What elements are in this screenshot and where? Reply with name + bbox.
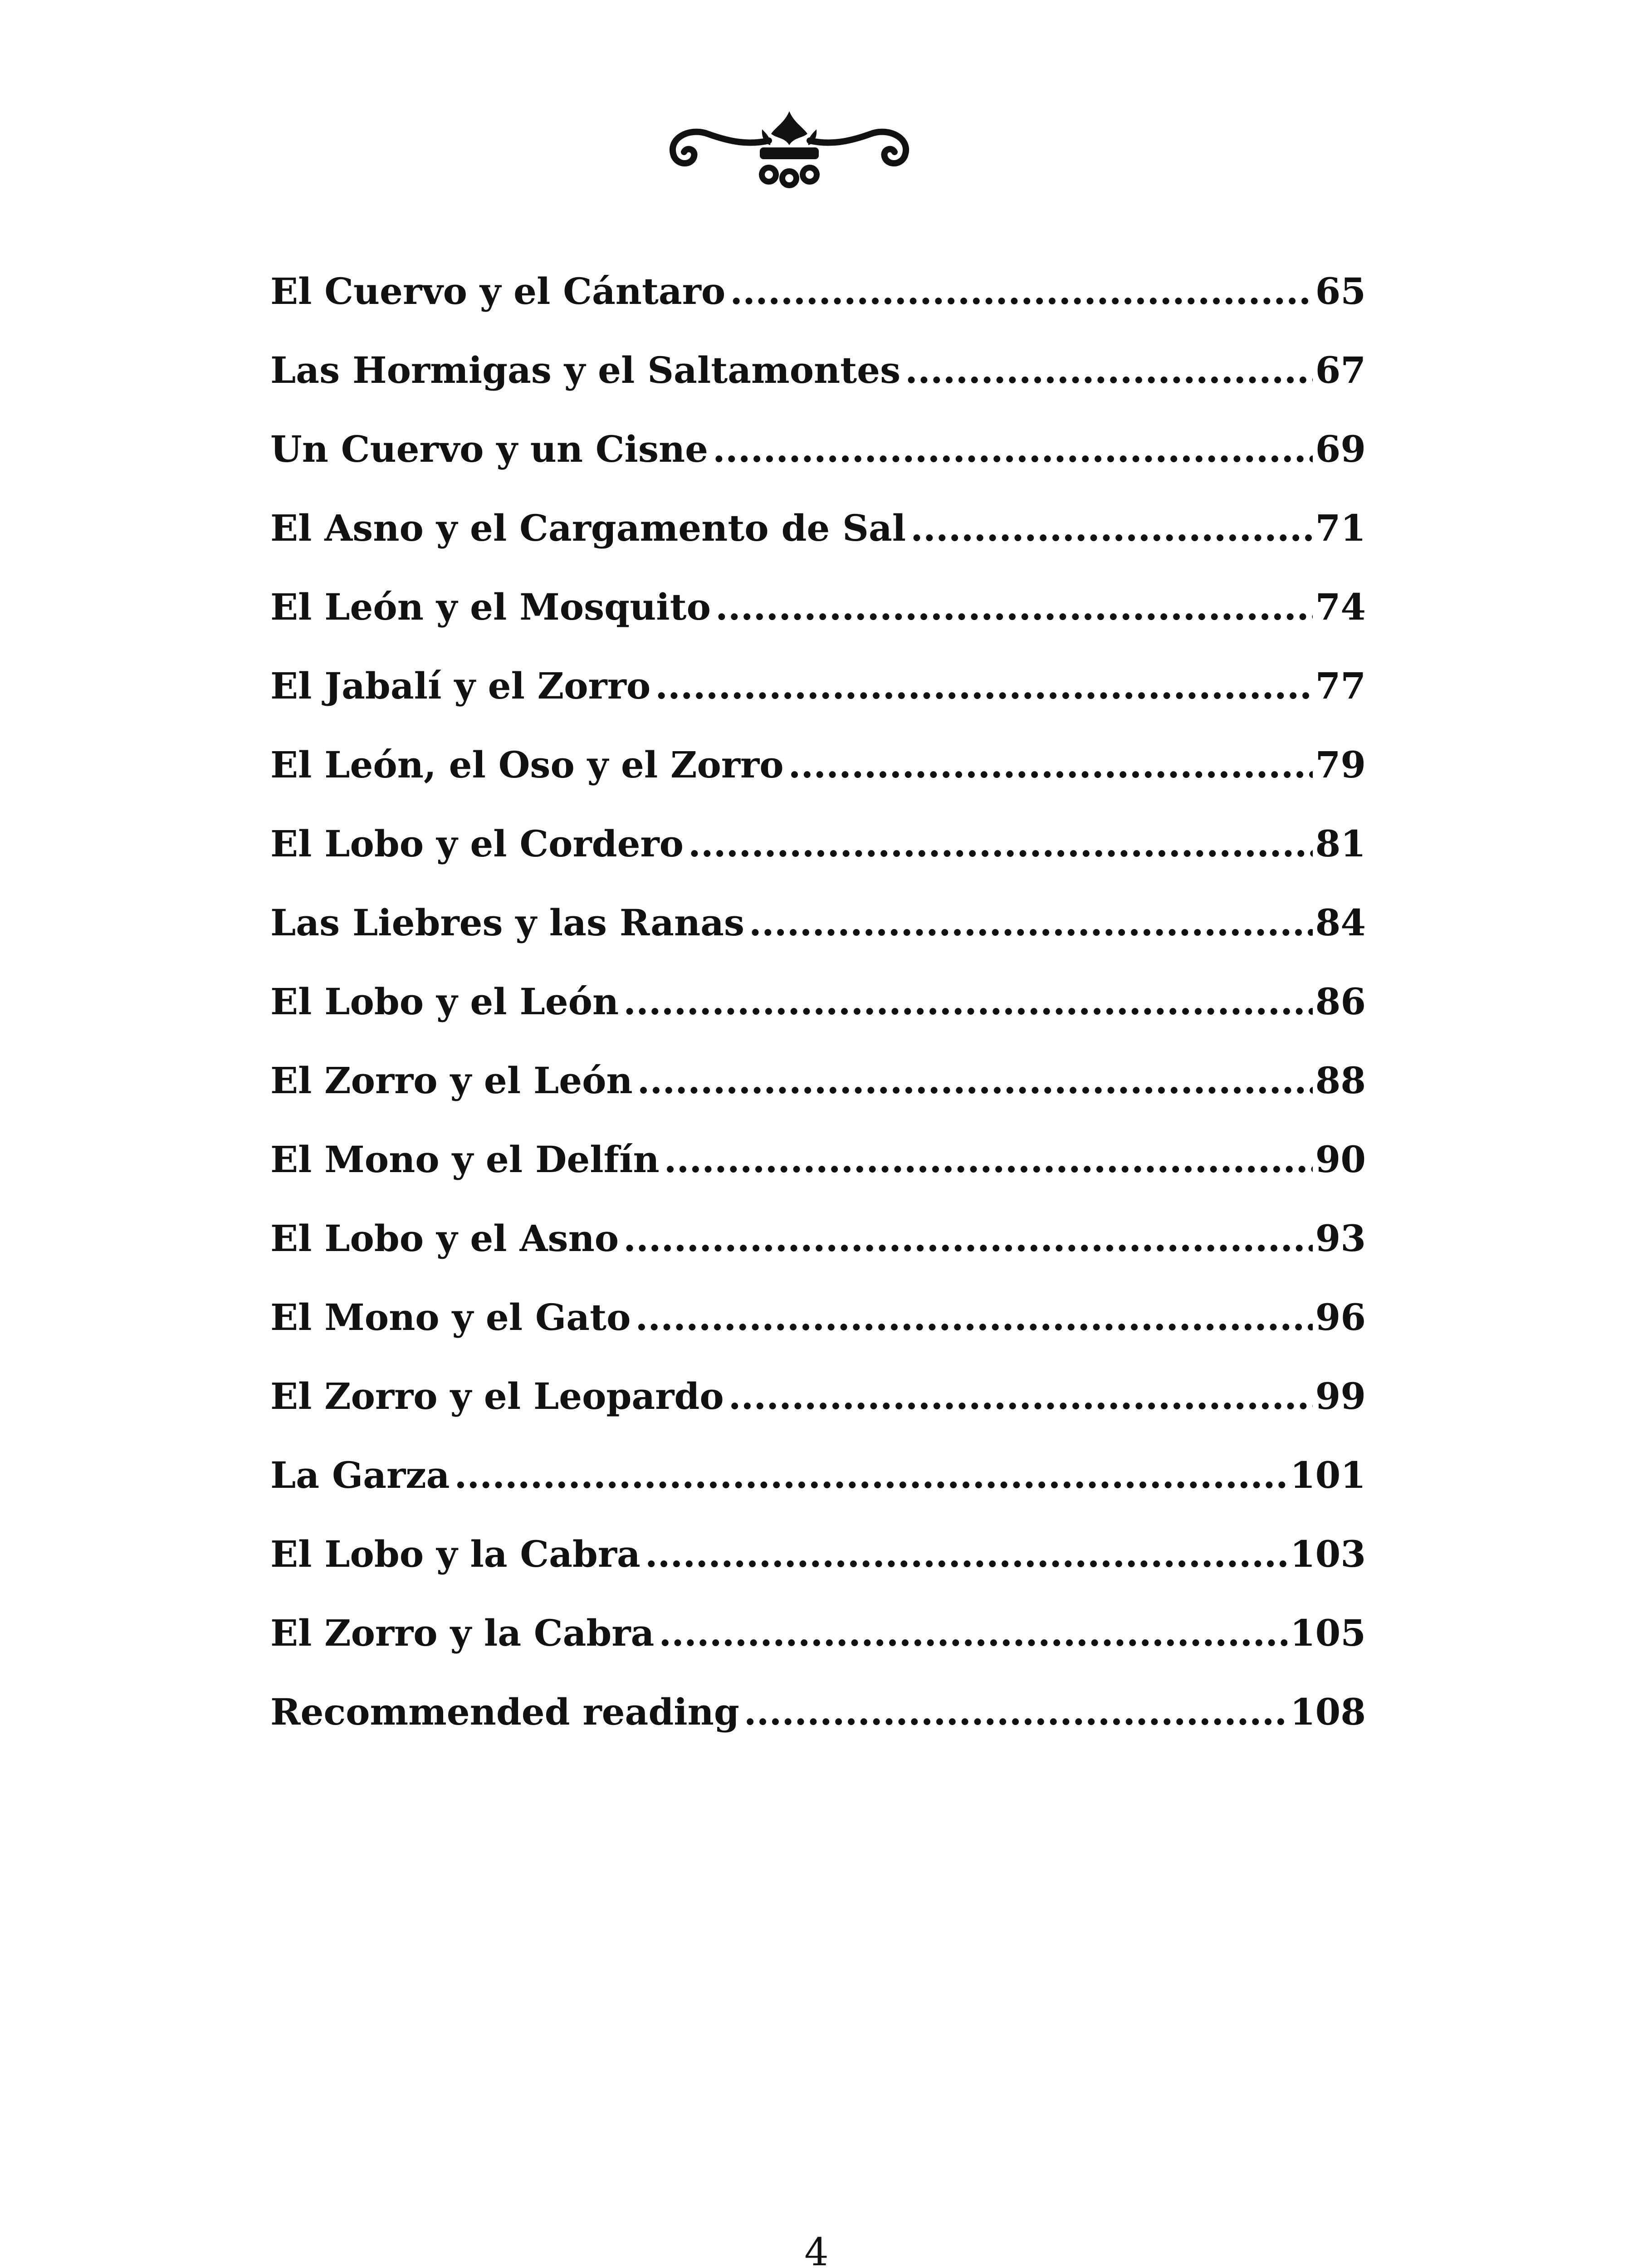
toc-dot-leader xyxy=(659,1606,1287,1660)
toc-dot-leader xyxy=(713,422,1313,476)
toc-entry[interactable] xyxy=(270,1290,1366,1344)
toc-dot-leader xyxy=(635,1290,1312,1344)
toc-entry-page: 90 xyxy=(1315,1138,1366,1181)
toc-entry-title: El Zorro y el Leopardo xyxy=(270,1375,724,1418)
toc-entry-page: 101 xyxy=(1290,1454,1366,1496)
toc-entry-page: 77 xyxy=(1315,665,1366,707)
toc-entry[interactable] xyxy=(270,1369,1366,1423)
toc-entry[interactable] xyxy=(270,1448,1366,1502)
toc-entry[interactable] xyxy=(270,1211,1366,1266)
toc-entry[interactable] xyxy=(270,816,1366,871)
toc-entry-page: 108 xyxy=(1290,1691,1366,1733)
toc-entry-title: El Mono y el Gato xyxy=(270,1296,631,1339)
toc-dot-leader xyxy=(623,1211,1313,1266)
toc-entry-page: 65 xyxy=(1315,270,1366,313)
toc-entry-title: El Lobo y el Cordero xyxy=(270,822,684,865)
toc-dot-leader xyxy=(645,1527,1287,1581)
toc-entry-page: 99 xyxy=(1315,1375,1366,1418)
toc-entry-title: Recommended reading xyxy=(270,1691,739,1733)
toc-dot-leader xyxy=(905,343,1313,397)
toc-entry[interactable] xyxy=(270,738,1366,792)
toc-entry[interactable] xyxy=(270,1527,1366,1581)
toc-entry-page: 86 xyxy=(1315,980,1366,1023)
toc-entry-title: Las Hormigas y el Saltamontes xyxy=(270,349,901,391)
toc-entry-title: Las Liebres y las Ranas xyxy=(270,901,745,944)
toc-entry-page: 67 xyxy=(1315,349,1366,391)
toc-dot-leader xyxy=(715,580,1313,634)
toc-entry[interactable] xyxy=(270,895,1366,950)
page-number: 4 xyxy=(804,2230,829,2268)
toc-dot-leader xyxy=(744,1685,1287,1739)
toc-entry-title: El Lobo y el León xyxy=(270,980,619,1023)
toc-entry-page: 81 xyxy=(1315,822,1366,865)
toc-entry[interactable] xyxy=(270,1132,1366,1187)
toc-entry-title: El Lobo y el Asno xyxy=(270,1217,619,1260)
toc-entry-title: El Cuervo y el Cántaro xyxy=(270,270,726,313)
toc-entry-title: Un Cuervo y un Cisne xyxy=(270,428,709,470)
toc-entry[interactable] xyxy=(270,1685,1366,1739)
toc-dot-leader xyxy=(788,738,1313,792)
toc-entry-page: 103 xyxy=(1290,1533,1366,1575)
toc-entry-title: La Garza xyxy=(270,1454,450,1496)
toc-entry[interactable] xyxy=(270,343,1366,397)
toc-entry-page: 71 xyxy=(1315,507,1366,549)
toc-entry[interactable] xyxy=(270,659,1366,713)
toc-entry[interactable] xyxy=(270,580,1366,634)
toc-dot-leader xyxy=(688,816,1313,871)
toc-entry-page: 84 xyxy=(1315,901,1366,944)
toc-entry-title: El Asno y el Cargamento de Sal xyxy=(270,507,906,549)
toc-dot-leader xyxy=(455,1448,1287,1502)
toc-entry-page: 79 xyxy=(1315,743,1366,786)
toc-entry-page: 74 xyxy=(1315,586,1366,628)
toc-entry[interactable] xyxy=(270,264,1366,318)
toc-entry-page: 105 xyxy=(1290,1612,1366,1654)
toc-entry[interactable] xyxy=(270,1606,1366,1660)
toc-entry[interactable] xyxy=(270,501,1366,555)
toc-entry-title: El León y el Mosquito xyxy=(270,586,711,628)
toc-entry-page: 69 xyxy=(1315,428,1366,470)
toc-entry-title: El Lobo y la Cabra xyxy=(270,1533,640,1575)
toc-dot-leader xyxy=(730,264,1312,318)
toc-dot-leader xyxy=(655,659,1312,713)
toc-entry-page: 88 xyxy=(1315,1059,1366,1102)
toc-dot-leader xyxy=(749,895,1313,950)
toc-entry-page: 96 xyxy=(1315,1296,1366,1339)
toc-entry[interactable] xyxy=(270,974,1366,1029)
toc-entry-title: El Zorro y el León xyxy=(270,1059,633,1102)
toc-dot-leader xyxy=(623,974,1313,1029)
toc-entry-title: El León, el Oso y el Zorro xyxy=(270,743,784,786)
toc-entry-page: 93 xyxy=(1315,1217,1366,1260)
toc-entry-title: El Zorro y la Cabra xyxy=(270,1612,655,1654)
toc-entry-title: El Mono y el Delfín xyxy=(270,1138,660,1181)
toc-dot-leader xyxy=(637,1053,1313,1108)
toc-dot-leader xyxy=(664,1132,1313,1187)
toc-entry[interactable] xyxy=(270,422,1366,476)
toc-entry-title: El Jabalí y el Zorro xyxy=(270,665,651,707)
toc-entry[interactable] xyxy=(270,1053,1366,1108)
top-flourish-ornament-icon xyxy=(658,102,921,197)
toc-dot-leader xyxy=(910,501,1313,555)
toc-dot-leader xyxy=(728,1369,1313,1423)
